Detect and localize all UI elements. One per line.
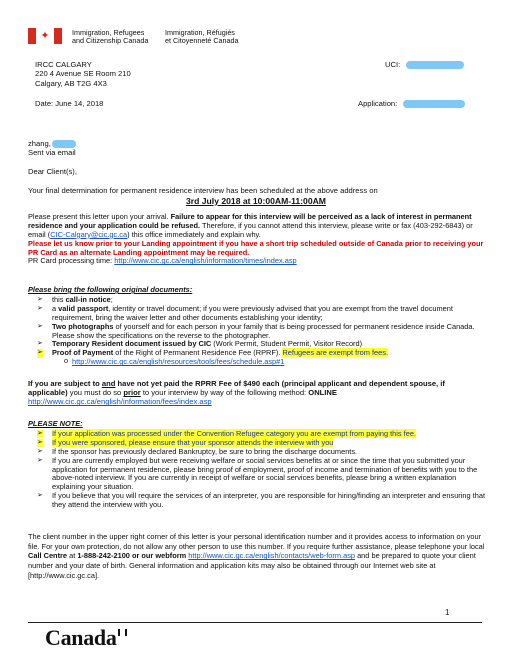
p1-text-a: Please present this letter upon your arrival. bbox=[28, 212, 171, 221]
closing-text-b: at bbox=[67, 551, 78, 561]
p1-warning: Failure to appear for this interview will be perceived as a lack of interest in permanent residence and your application could be refused. bbox=[28, 212, 472, 230]
office-city: Calgary, AB T2G 4X3 bbox=[35, 78, 107, 88]
doc4-post: (Work Permit, Student Permit, Visitor Record) bbox=[211, 339, 363, 349]
department-name-en bbox=[72, 29, 148, 46]
doc3-bold: Two photographs bbox=[52, 321, 114, 331]
fees-schedule-item bbox=[28, 358, 486, 367]
recipient-name: zhang, bbox=[28, 139, 51, 148]
p1-text-c: Therefore, if you cannot attend this interview, please write or fax (403-292-6843) or email ( bbox=[28, 220, 473, 239]
wordmark-text: Canada bbox=[45, 625, 117, 650]
dept-en-line-2: and Citizenship Canada bbox=[72, 36, 149, 46]
rprf-and: and bbox=[101, 379, 116, 388]
application-field bbox=[358, 99, 465, 108]
rprf-text-c: you must do so bbox=[67, 388, 124, 398]
arrow-bullet-icon: ➢ bbox=[37, 322, 43, 330]
uci-field bbox=[385, 60, 464, 69]
arrow-bullet-icon: ➢ bbox=[37, 492, 43, 500]
closing-phone: 1-888-242-2100 or our webform bbox=[77, 551, 187, 561]
office-address bbox=[35, 60, 131, 88]
doc1-pre: this bbox=[52, 295, 66, 304]
doc-photographs bbox=[28, 323, 486, 341]
office-street: 220 4 Avenue SE Room 210 bbox=[35, 69, 131, 79]
application-label: Application: bbox=[358, 99, 398, 108]
department-name-fr bbox=[165, 29, 239, 46]
recipient bbox=[28, 139, 76, 158]
office-email-link[interactable]: CIC-Calgary@cic.gc.ca bbox=[50, 229, 128, 239]
uci-redaction bbox=[406, 61, 464, 69]
rprf-online: ONLINE bbox=[308, 388, 337, 398]
circle-bullet-icon: o bbox=[64, 356, 69, 366]
application-redaction bbox=[403, 100, 465, 108]
p1-text-d: ) this office immediately and explain why. bbox=[127, 229, 261, 239]
office-name: IRCC CALGARY bbox=[35, 60, 92, 69]
recipient-redaction bbox=[52, 140, 76, 148]
fees-schedule-link[interactable]: http://www.cic.gc.ca/english/resources/tools/fees/schedule.asp#1 bbox=[72, 357, 285, 367]
wordmark-flag-icon bbox=[118, 629, 127, 636]
note-welfare bbox=[28, 457, 486, 493]
arrow-bullet-icon: ➢ bbox=[37, 340, 43, 348]
arrow-bullet-icon: ➢ bbox=[37, 296, 43, 303]
doc2-post: , identity or travel document; if you were previously advised that you are exempt from the travel document requirement, bring the waiver letter and other documents establishing your identity; bbox=[52, 303, 453, 322]
appointment-time: 3rd July 2018 at 10:00AM-11:00AM bbox=[186, 196, 326, 206]
note4-text: If you are currently employed but were receiving welfare or social services benefits at or since the time that you submitted your application for permanent residence, please bring proof of employment, proof of income and termination of benefits with you to the above-noted interview. If you are currently in receipt of welfare or social services benefits, please bring a written explanation explaining your situation. bbox=[52, 455, 478, 492]
note2-text: If you were sponsored, please ensure that your sponsor attends the interview with you bbox=[52, 437, 334, 447]
doc2-pre: a bbox=[52, 303, 59, 313]
arrow-bullet-icon: ➢ bbox=[37, 447, 43, 455]
dept-fr-line-2: et Citoyenneté Canada bbox=[165, 36, 239, 46]
refugee-exempt-highlight: Refugees are exempt from fees. bbox=[282, 348, 389, 358]
note-interpreter bbox=[28, 492, 486, 510]
letter-date: Date: June 14, 2018 bbox=[35, 99, 104, 108]
closing-text-c: and be prepared to quote your client number and your date of birth. General information and application kits may also be obtained through our Internet web site at [http://www.cic.gc.ca]. bbox=[28, 551, 476, 580]
dept-fr-line-1: Immigration, Réfugiés bbox=[165, 28, 235, 37]
doc-passport bbox=[28, 305, 486, 323]
rprf-prior: prior bbox=[123, 388, 141, 398]
notes-list bbox=[28, 430, 486, 510]
page-number: 1 bbox=[445, 608, 450, 617]
arrow-bullet-icon: ➢ bbox=[37, 438, 43, 446]
footer-divider bbox=[28, 622, 482, 623]
doc1-post: ; bbox=[110, 295, 113, 304]
pr-card-label: PR Card processing time: bbox=[28, 256, 115, 266]
arrow-bullet-icon: ➢ bbox=[37, 430, 43, 437]
documents-list bbox=[28, 296, 486, 367]
recipient-via: Sent via email bbox=[28, 148, 76, 158]
documents-heading: Please bring the following original documents: bbox=[28, 285, 193, 294]
uci-label: UCI: bbox=[385, 60, 401, 69]
note3-text: If the sponsor has previously declared Bankruptcy, be sure to bring the discharge documents. bbox=[52, 446, 358, 456]
note-heading: PLEASE NOTE: bbox=[28, 419, 83, 428]
rprf-text-d: to your interview by way of the following method: bbox=[140, 388, 309, 398]
arrival-paragraph bbox=[28, 213, 486, 266]
doc2-bold: valid passport bbox=[58, 303, 109, 313]
fees-index-link[interactable]: http://www.cic.gc.ca/english/information/fees/index.asp bbox=[28, 397, 212, 407]
doc3-post: of yourself and for each person in your family that is being processed for permanent residence inside Canada. Please show the specifications on the reverse to the photographer. bbox=[52, 321, 475, 340]
salutation: Dear Client(s), bbox=[28, 167, 77, 176]
canada-flag-icon: ✦ bbox=[28, 28, 62, 44]
doc5-bold: Proof of Payment bbox=[52, 348, 114, 358]
pr-card-times-link[interactable]: http://www.cic.gc.ca/english/information/times/index.asp bbox=[114, 256, 297, 266]
doc5-post: of the Right of Permanent Residence Fee (RPRF). bbox=[113, 348, 283, 358]
rprf-text-b: have not yet paid the RPRR Fee of $490 each (principal applicant and dependent spouse, if applicable) bbox=[28, 379, 445, 398]
rprf-paragraph bbox=[28, 379, 486, 406]
note5-text: If you believe that you will require the services of an interpreter, you are responsible for hiring/finding an interpreter and ensuring that they attend the interview with you. bbox=[52, 491, 486, 509]
web-form-link[interactable]: http://www.cic.gc.ca/english/contacts/web-form.asp bbox=[188, 551, 356, 561]
arrow-bullet-icon: ➢ bbox=[37, 349, 43, 357]
doc1-bold: call-in notice bbox=[65, 295, 111, 304]
closing-call-centre: Call Centre bbox=[28, 551, 68, 561]
closing-text-a: The client number in the upper right corner of this letter is your personal identification number and it provides access to information on your file. For your own protection, do not allow any other person to use this number. If you require further assistance, please telephone your local bbox=[28, 532, 485, 551]
arrow-bullet-icon: ➢ bbox=[37, 304, 43, 312]
note1-text: If your application was processed under the Convention Refugee category you are exempt from paying this fee. bbox=[52, 429, 416, 438]
closing-paragraph bbox=[28, 532, 486, 580]
intro-text: Your final determination for permanent residence interview has been scheduled at the above address on bbox=[28, 186, 378, 195]
landing-trip-warning: Please let us know prior to your Landing appointment if you have a short trip scheduled outside of Canada prior to receiving your PR Card as an alternate Landing appointment may be required. bbox=[28, 238, 484, 257]
rprf-text-a: If you are subject to bbox=[28, 379, 102, 388]
canada-wordmark bbox=[45, 625, 127, 651]
doc4-bold: Temporary Resident document issued by CIC bbox=[52, 339, 212, 349]
dept-en-line-1: Immigration, Refugees bbox=[72, 28, 145, 37]
arrow-bullet-icon: ➢ bbox=[37, 456, 43, 464]
